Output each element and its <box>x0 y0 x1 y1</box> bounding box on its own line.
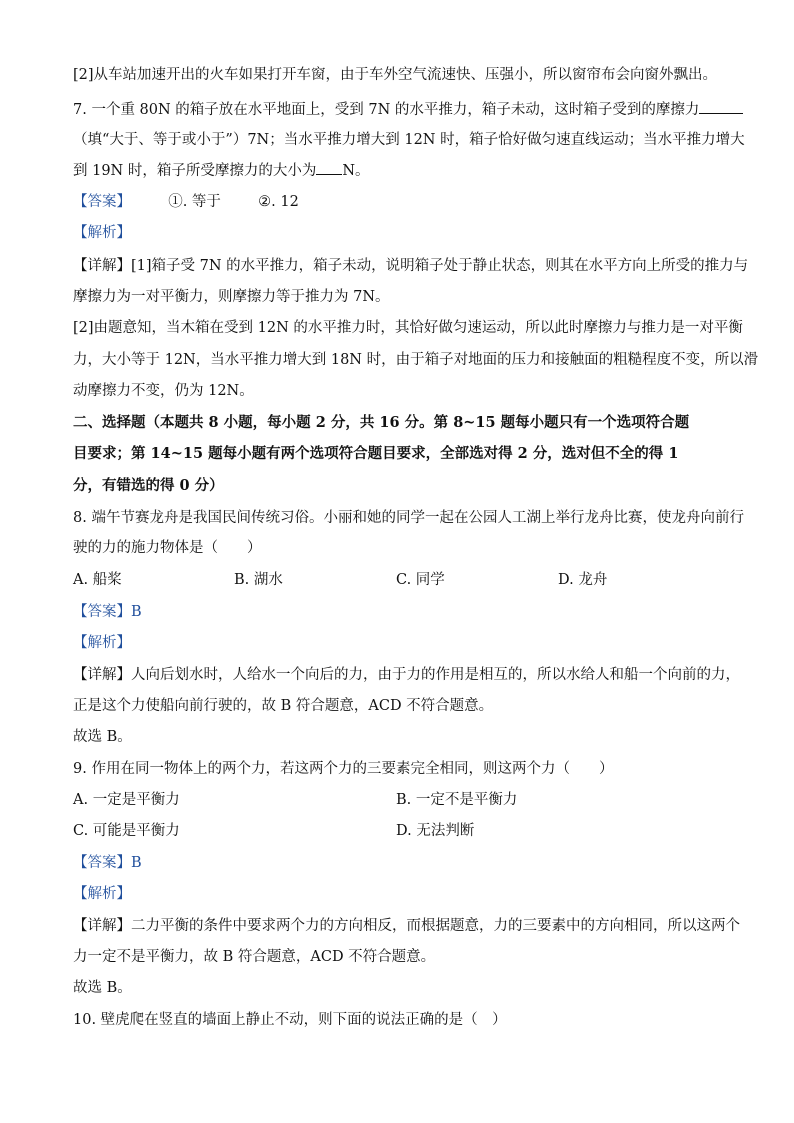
answer-q7-1: ①. 等于 <box>168 194 221 210</box>
detail-q7-line-1: 【详解】[1]箱子受 7N 的水平推力，箱子未动，说明箱子处于静止状态，则其在水平方向上所受的推力与 <box>73 258 749 274</box>
section-2-heading-2: 目要求；第 14~15 题每小题有两个选项符合题目要求，全部选对得 2 分，选对但不全的得 1 <box>73 445 679 462</box>
answer-q8: 【答案】B <box>73 604 142 620</box>
question-7-text-3: 到 19N 时，箱子所受摩擦力的大小为 <box>73 163 317 179</box>
detail-q7-line-3: [2]由题意知，当木箱在受到 12N 的水平推力时，其恰好做匀速运动，所以此时摩擦力与推力是一对平衡 <box>73 320 743 336</box>
q9-option-b: B. 一定不是平衡力 <box>396 792 518 808</box>
q9-option-d: D. 无法判断 <box>396 823 475 839</box>
detail-q9-line-2: 力一定不是平衡力，故 B 符合题意，ACD 不符合题意。 <box>73 949 436 965</box>
answer-row-q7 <box>73 192 299 212</box>
question-8-line-2: 驶的力的施力物体是（ ） <box>73 540 262 556</box>
question-7-line-1 <box>73 99 743 120</box>
choose-q9: 故选 B。 <box>73 980 132 996</box>
q8-option-d: D. 龙舟 <box>558 572 608 588</box>
q8-option-c: C. 同学 <box>396 572 445 588</box>
choose-q8: 故选 B。 <box>73 729 132 745</box>
q8-option-b: B. 湖水 <box>234 572 283 588</box>
detail-q7-line-5: 动摩擦力不变，仍为 12N。 <box>73 383 254 399</box>
section-2-heading-1: 二、选择题（本题共 8 小题，每小题 2 分，共 16 分。第 8~15 题每小题只有一个选项符合题 <box>73 414 690 431</box>
q9-option-a: A. 一定是平衡力 <box>73 792 180 808</box>
question-8-line-1: 8. 端午节赛龙舟是我国民间传统习俗。小丽和她的同学一起在公园人工湖上举行龙舟比赛，使龙舟向前行 <box>73 510 744 526</box>
q9-option-c: C. 可能是平衡力 <box>73 823 180 839</box>
section-2-heading-3: 分，有错选的得 0 分） <box>73 477 224 494</box>
answer-q9: 【答案】B <box>73 855 142 871</box>
answer-blank-1 <box>699 99 743 114</box>
question-7-text: 7. 一个重 80N 的箱子放在水平地面上，受到 7N 的水平推力，箱子未动，这时箱子受到的摩擦力 <box>73 102 700 118</box>
analysis-tag-q9: 【解析】 <box>73 886 131 902</box>
question-7-unit: N。 <box>342 163 370 179</box>
answer-q7-2: ②. 12 <box>258 194 299 210</box>
question-9-line-1: 9. 作用在同一物体上的两个力，若这两个力的三要素完全相同，则这两个力（ ） <box>73 761 614 777</box>
answer-blank-2 <box>316 160 342 175</box>
question-7-line-3 <box>73 160 370 181</box>
detail-q8-line-2: 正是这个力使船向前行驶的，故 B 符合题意，ACD 不符合题意。 <box>73 698 494 714</box>
detail-q7-line-2: 摩擦力为一对平衡力，则摩擦力等于推力为 7N。 <box>73 289 390 305</box>
analysis-tag-q8: 【解析】 <box>73 635 131 651</box>
paragraph-q6-answer-2: [2]从车站加速开出的火车如果打开车窗，由于车外空气流速快、压强小，所以窗帘布会向窗外飘出。 <box>73 67 718 83</box>
q8-option-a: A. 船桨 <box>73 572 122 588</box>
question-10-line-1: 10. 壁虎爬在竖直的墙面上静止不动，则下面的说法正确的是（ ） <box>73 1012 507 1028</box>
detail-q9-line-1: 【详解】二力平衡的条件中要求两个力的方向相反，而根据题意，力的三要素中的方向相同，所以这两个 <box>73 918 740 934</box>
question-7-line-2: （填“大于、等于或小于”）7N；当水平推力增大到 12N 时，箱子恰好做匀速直线运动；当水平推力增大 <box>73 132 745 148</box>
answer-tag: 【答案】 <box>73 194 131 210</box>
detail-q7-line-4: 力，大小等于 12N，当水平推力增大到 18N 时，由于箱子对地面的压力和接触面的粗糙程度不变，所以滑 <box>73 352 759 368</box>
detail-q8-line-1: 【详解】人向后划水时，人给水一个向后的力，由于力的作用是相互的，所以水给人和船一个向前的力， <box>73 667 740 683</box>
analysis-tag-q7: 【解析】 <box>73 225 131 241</box>
